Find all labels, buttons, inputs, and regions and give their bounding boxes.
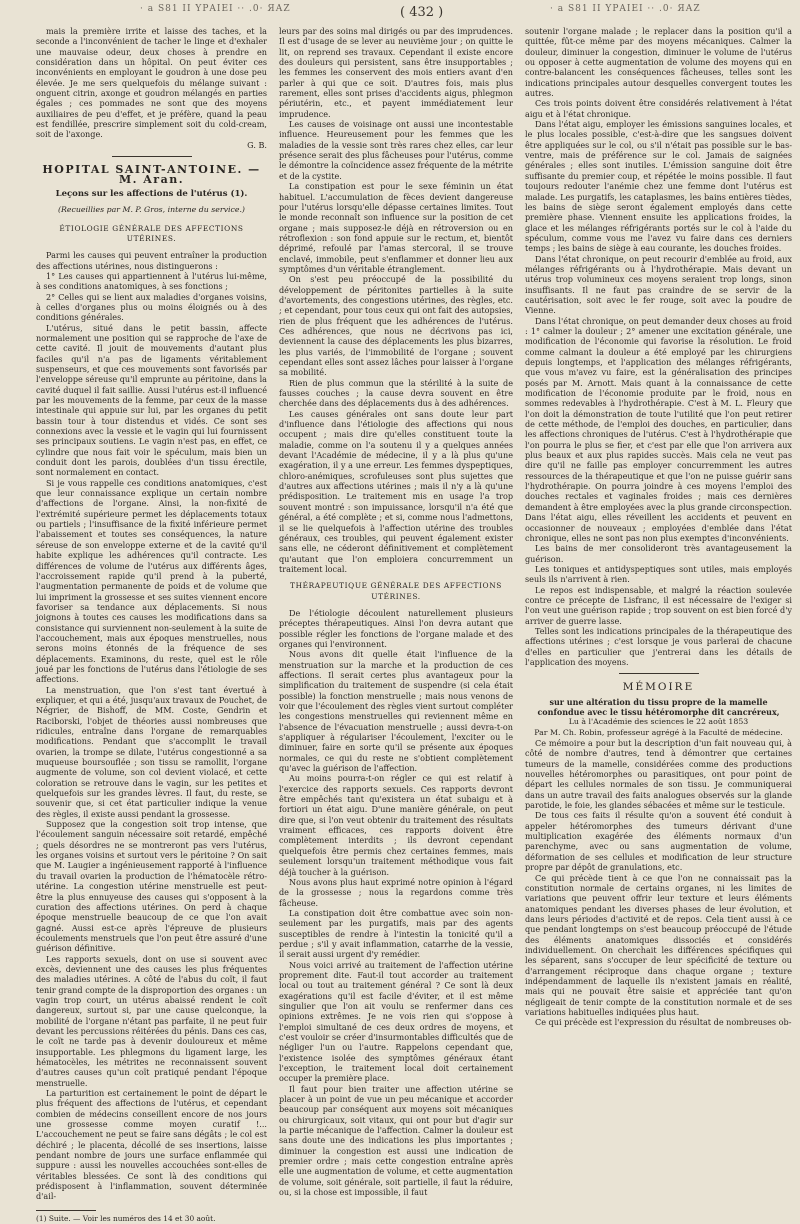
paragraph: L'utérus, situé dans le petit bassin, affecte normalement une position qui se rapproche de l'axe de cette cavité. Il jouit de mouvements d'autant plus faciles qu'il n'a pas de ligaments véritablement suspenseurs, et que ces mouvements sont favorisés par l'enveloppe séreuse qu'il emprunte au péritoine, dans la cavité duquel il fait saillie. Aussi l'utérus est-il influencé par les mouvements de la femme, par ceux de la masse intestinale qui appuie sur lui, par les organes du petit bassin tour à tour distendus et vidés. Ce sont ses connexions avec la vessie et le vagin qui lui fournissent ses principaux soutiens. Le vagin n'est pas, en effet, ce cylindre que nous fait voir le spéculum, mais bien un conduit dont les parois, doublées d'un tissu érectile, sont normalement en contact. (36, 322, 267, 478)
paragraph: Les toniques et antidyspeptiques sont utiles, mais employés seuls ils n'arrivent à rien. (525, 563, 792, 585)
paragraph: La parturition est certainement le point de départ le plus fréquent des affections de l'utérus, et cependant combien de médecins conseillent encore de nos jours une grossesse comme moyen curatif !... L'accouchement ne peut se faire sans dégâts ; le col est déchiré ; le placenta, décollé de ses insertions, laisse pendant nombre de jours une surface enflammée qui suppure : aussi les nouvelles accouchées sont-elles de véritables blessées. Ce sont là des conditions qui prédisposent à l'inflammation, souvent déterminée d'ail- (36, 1088, 267, 1202)
paragraph: Il faut pour bien traiter une affection utérine se placer à un point de vue un peu mécanique et accorder beaucoup par conséquent aux moyens soit mécaniques ou chirurgicaux, soit vitaux, qui ont pour but d'agir sur la partie mécanique de l'affection. Calmer la douleur est sans doute une des indications les plus importantes ; diminuer la congestion est aussi une indication de premier ordre ; mais cette congestion entraîne après elle une augmentation de volume, et cette augmentation de volume, soit générale, soit partielle, il faut la réduire, ou, si la chose est impossible, il faut (279, 1083, 513, 1198)
bleed-through-text: · a S81 ΙΙ ΥΡΑΙΕΙ ·· .0· ЯАZ (140, 4, 291, 14)
paragraph: Telles sont les indications principales de la thérapeutique des affections utérines ; c'est lorsque je vous parlerai de chacune d'elles en particulier que j'entrerai dans les détails de l'application des moyens. (525, 625, 792, 667)
paragraph: Dans l'état chronique, on peut recourir d'emblée au froid, aux mélanges réfrigérants ou à l'hydrothérapie. Mais devant un utérus trop volumineux ces moyens seraient trop longs, sinon insuffisants. Il ne faut pas craindre de se servir de la cautérisation, soit avec le fer rouge, soit avec la poudre de Vienne. (525, 253, 792, 316)
paragraph: La menstruation, que l'on s'est tant évertué à expliquer, et qui a été, jusqu'aux travaux de Pouchet, de Négrier, de Bishoff, de MM. Coste, Gendrin et Raciborski, l'objet de théories aussi nombreuses que ridicules, entraîne dans l'organe de remarquables modifications. Pendant que s'accomplit le travail ovarien, la trompe se dilate, l'utérus congestionné a sa muqueuse boursouflée ; son tissu se ramollit, l'organe augmente de volume, son col devient violacé, et cette coloration se retrouve dans le vagin, sur les petites et quelquefois sur les grandes lèvres. Il faut, du reste, se souvenir que, si cet état particulier indique la venue des règles, il existe aussi pendant la grossesse. (36, 684, 267, 819)
paragraph: Si je vous rappelle ces conditions anatomiques, c'est que leur connaissance explique un certain nombre d'affections de l'organe. Ainsi, la non-fixité de l'extrémité supérieure permet les déplacements totaux ou partiels ; l'insuffisance de la fixité inférieure permet l'abaissement et toutes ses conséquences, la nature séreuse de son enveloppe externe et de la cavité qu'il habite explique les adhérences qu'il contracte. Les différences de volume de l'utérus aux différents âges, l'accroissement rapide qu'il prend à la puberté, l'augmentation permanente de poids et de volume que lui impriment la grossesse et ses suites viennent encore favoriser sa tendance aux déplacements. Si nous joignons à toutes ces causes les modifications dans sa consistance qui surviennent non-seulement à la suite de l'accouchement, mais aux époques menstruelles, nous serons moins étonnés de la fréquence de ses déplacements. Examinons, du reste, quel est le rôle joué par les fonctions de l'utérus dans l'étiologie de ses affections. (36, 477, 267, 685)
column-1 (36, 26, 267, 1223)
paragraph: Les causes générales ont sans doute leur part d'influence dans l'étiologie des affections qui nous occupent ; mais dire qu'elles constituent toute la maladie, comme on l'a soutenu il y a quelques années devant l'Académie de médecine, il y a là plus qu'une exagération, il y a une erreur. Les femmes dyspeptiques, chloro-anémiques, scrofuleuses sont plus sujettes que d'autres aux affections utérines ; mais il n'y a là qu'une prédisposition. Le traitement mis en usage l'a trop souvent montré : son impuissance, lorsqu'il n'a été que général, a été complète ; et si, comme nous l'admettons, il se lie quelquefois à l'affection utérine des troubles généraux, ces troubles, qui peuvent également exister sans elle, ne céderont définitivement et complètement qu'autant que l'on emploiera concurremment un traitement local. (279, 408, 513, 574)
paragraph: Nous avons dit quelle était l'influence de la menstruation sur la marche et la production de ces affections. Il serait certes plus avantageux pour la simplification du traitement de suspendre (si cela était possible) la fonction menstruelle ; mais nous venons de voir que l'écoulement des règles vient surtout compléter les congestions menstruelles qui reviennent même en l'absence de l'évacuation menstruelle ; aussi devra-t-on s'appliquer à régulariser l'écoulement, l'exciter ou le diminuer, faire en sorte qu'il se présente aux époques normales, ce qui du reste ne s'obtient complètement qu'avec la guérison de l'affection. (279, 649, 513, 774)
paragraph: Parmi les causes qui peuvent entraîner la production des affections utérines, nous distinguerons : (36, 250, 267, 271)
column-2 (279, 26, 513, 1198)
lesson-title: Leçons sur les affections de l'utérus (1). (55, 188, 248, 199)
paragraph: Nous voici arrivé au traitement de l'affection utérine proprement dite. Faut-il tout accorder au traitement local ou tout au traitement général ? Ce sont là deux exagérations qu'il est facile d'éviter, et il est même singulier que l'on ait voulu se renfermer dans ces opinions extrêmes. Je ne vois rien qui s'oppose à l'emploi simultané de ces deux ordres de moyens, et c'est vouloir se créer d'insurmontables difficultés que de négliger l'un ou l'autre. Rappelons cependant que, l'existence isolée des symptômes généraux étant l'exception, le traitement local doit certainement occuper la première place. (279, 959, 513, 1084)
paragraph: leurs par des soins mal dirigés ou par des imprudences. Il est d'usage de se lever au neuvième jour ; on quitte le lit, on reprend ses travaux. Cependant il existe encore des douleurs qui persistent, sans être insupportables ; les femmes les conservent des mois entiers avant d'en parler à qui que ce soit. D'autres fois, mais plus rarement, elles sont prises d'accidents aigus, phlegmon périutérin, etc., et payent immédiatement leur imprudence. (279, 26, 513, 119)
bleed-through-text: · a S81 ΙΙ ΥΡΑΙΕΙ ·· .0· ЯАZ (550, 4, 701, 14)
memoire-author: Par M. Ch. Robin, professeur agrégé à la Faculté de médecine. (534, 727, 783, 737)
memoire-subtitle: sur une altération du tissu propre de la mamelle confondue avec le tissu hétéromorphe dit cancréreux, (537, 696, 780, 717)
paragraph: Le repos est indispensable, et malgré la réaction soulevée contre ce précepte de Lisfranc, il est nécessaire de l'exiger si l'on veut une guérison rapide ; trop souvent on est bien forcé d'y arriver de guerre lasse. (525, 584, 792, 626)
paragraph: Ces trois points doivent être considérés relativement à l'état aigu et à l'état chronique. (525, 98, 792, 119)
paragraph: Dans l'état chronique, on peut demander deux choses au froid : 1° calmer la douleur ; 2° amener une excitation générale, une modification de l'économie qui favorise la résolution. Le froid comme calmant la douleur a été employé par les chirurgiens depuis longtemps, et l'application des mélanges réfrigérants, que vous m'avez vu faire, est la généralisation des principes posés par M. Arnott. Mais quant à la connaissance de cette modification de l'économie produite par le froid, nous en sommes redevables à l'hydrothérapie. C'est à M. L. Fleury que l'on doit la démonstration de toute l'utilité que l'on peut retirer de cette méthode, de l'emploi des douches, en particulier, dans les affections chroniques de l'utérus. C'est à l'hydrothérapie que l'on pourra le plus se fier, et c'est par elle que l'on arrivera aux plus beaux et aux plus rapides succès. Mais cela ne veut pas dire qu'il ne faille pas employer concurremment les autres ressources de la thérapeutique et que l'on ne puisse guérir sans l'hydrothérapie. On pourra joindre à ces moyens l'emploi des douches rectales et vaginales froides ; mais ces dernières demandent à être employées avec la plus grande circonspection. Dans l'état aigu, elles réveillent les accidents et peuvent en occasionner de nouveaux ; employées d'emblée dans l'état chronique, elles ne sont pas non plus exemptes d'inconvénients. (525, 315, 792, 543)
signature: G. B. (247, 139, 267, 150)
paragraph: Dans l'état aigu, employer les émissions sanguines locales, et le plus locales possible, c'est-à-dire que les sangsues doivent être appliquées sur le col, ou s'il n'était pas possible sur le bas-ventre, mais de préférence sur le col. Jamais de saignées générales ; elles sont inutiles. L'émission sanguine doit être suffisante du premier coup, et répétée le moins possible. Il faut toujours redouter l'anémie chez une femme dont l'utérus est malade. Les purgatifs, les cataplasmes, les bains entières tièdes, les bains de siège seront également employés dans cette première phase. Viennent ensuite les applications froides, la glace et les mélanges réfrigérants portés sur le col à l'aide du spéculum, comme vous me l'avez vu faire dans ces derniers temps ; les bains de siège à eau courante, les douches froides. (525, 119, 792, 254)
paragraph: Supposez que la congestion soit trop intense, que l'écoulement sanguin nécessaire soit retardé, empêché ; quels désordres ne se montreront pas vers l'utérus, les organes voisins et surtout vers le péritoine ? On sait que M. Laugier a ingénieusement rapporté à l'influence du travail ovarien la production de l'hématocèle rétro-utérine. La congestion utérine menstruelle est peut-être la plus ennuyeuse des causes qui s'opposent à la curation des affections utérines. On perd à chaque époque menstruelle beaucoup de ce que l'on avait gagné. Aussi est-ce après l'épreuve de plusieurs écoulements menstruels que l'on peut être assuré d'une guérison définitive. (36, 819, 267, 954)
paragraph: On s'est peu préoccupé de la possibilité du développement de péritonites partielles à la suite d'avortements, des congestions utérines, des règles, etc. ; et cependant, pour tous ceux qui ont fait des autopsies, rien de plus fréquent que les adhérences de l'utérus. Ces adhérences, que nous ne décrivons pas ici, deviennent la cause des déplacements les plus bizarres, les plus variés, de l'immobilité de l'organe ; souvent cependant elles sont assez lâches pour laisser à l'organe sa mobilité. (279, 274, 513, 378)
page-number: ( 432 ) (400, 5, 444, 20)
section-heading: THÉRAPEUTIQUE GÉNÉRALE DES AFFECTIONS UTÉRINES. (290, 581, 502, 601)
paragraph: De l'étiologie découlent naturellement plusieurs préceptes thérapeutiques. Ainsi l'on devra autant que possible régler les fonctions de l'organe malade et des organes qui l'environnent. (279, 607, 513, 649)
hospital-title: HOPITAL SAINT-ANTOINE. — M. Aran. (42, 163, 261, 187)
paragraph: 2° Celles qui se lient aux maladies d'organes voisins, à celles d'organes plus ou moins éloignés ou à des conditions générales. (36, 291, 267, 323)
paragraph: Au moins pourra-t-on régler ce qui est relatif à l'exercice des rapports sexuels. Ces rapports devront être empêchés tant qu'existera un état subaigu et à fortiori un état aigu. D'une manière générale, on peut dire que, si l'on veut obtenir du traitement des résultats vraiment efficaces, ces rapports doivent être complètement interdits ; ils devront cependant quelquefois être permis chez certaines femmes, mais seulement lorsqu'un traitement méthodique vous fait déjà toucher à la guérison. (279, 773, 513, 877)
footnote: (1) Suite. — Voir les numéros des 14 et 30 août. (36, 1213, 216, 1223)
paragraph: Ce qui précède est l'expression du résultat de nombreuses ob- (535, 1017, 792, 1028)
paragraph: Nous avons plus haut exprimé notre opinion à l'égard de la grossesse ; nous la regardons comme très fâcheuse. (279, 876, 513, 908)
paragraph: Rien de plus commun que la stérilité à la suite de fausses couches ; la cause devra souvent en être cherchée dans des déplacements dus à des adhérences. (279, 377, 513, 409)
paragraph: Les rapports sexuels, dont on use si souvent avec excès, deviennent une des causes les plus fréquentes des maladies utérines. A côté de l'abus du coït, il faut tenir grand compte de la disproportion des organes : un vagin trop court, un utérus abaissé rendent le coït dangereux, surtout si, par une cause quelconque, la mobilité de l'organe n'étant pas parfaite, il ne peut fuir devant les percussions réitérées du pénis. Dans ces cas, le coït ne tarde pas à devenir douloureux et même insupportable. Les phlegmons du ligament large, les hématocèles, les métrites ne reconnaissent souvent d'autres causes qu'un coït pratiqué pendant l'époque menstruelle. (36, 953, 267, 1088)
paragraph: Les bains de mer consolideront très avantageusement la guérison. (525, 543, 792, 564)
paragraph: La constipation doit être combattue avec soin non-seulement par les purgatifs, mais par des agents susceptibles de rendre à l'intestin la tonicité qu'il a perdue ; s'il y avait inflammation, catarrhe de la vessie, il serait aussi urgent d'y remédier. (279, 907, 513, 960)
paragraph: Ce qui précède tient à ce que l'on ne connaissait pas la constitution normale de certains organes, ni les limites de variations que peuvent offrir leur texture et leurs éléments anatomiques pendant les diverses phases de leur évolution, et dans leurs périodes d'activité et de repos. Cela tient aussi à ce que pendant longtemps on s'est beaucoup préoccupé de l'étude des éléments anatomiques dissociés et considérés individuellement. On cherchait les différences spécifiques qui les séparent, sans s'occuper de leur spécificité de texture ou d'arrangement réciproque dans chaque organe ; texture indépendamment de laquelle ils n'existent jamais en réalité, mais qui ne pouvait être saisie et appréciée tant qu'on négligeait de tenir compte de la constitution normale et de ses variations habituelles indiquées plus haut. (525, 872, 792, 1017)
divider (112, 156, 192, 157)
memoire-title: MÉMOIRE (622, 681, 695, 694)
paragraph: De tous ces faits il résulte qu'on a souvent été conduit à appeler hétéromorphes des tumeurs dérivant d'une multiplication exagérée des éléments normaux d'un parenchyme, avec ou sans augmentation de volume, déformation de ses cellules et modification de leur structure propre par dépôt de granulations, etc. (525, 810, 792, 873)
footnote-divider (36, 1210, 96, 1211)
paragraph: soutenir l'organe malade ; le replacer dans la position qu'il a quittée, fût-ce même par des moyens mécaniques. Calmer la douleur, diminuer la congestion, diminuer le volume de l'utérus ou opposer à cette augmentation de volume des moyens qui en contre-balancent les conséquences fâcheuses, telles sont les indications principales autour desquelles convergent toutes les autres. (525, 26, 792, 99)
collected-by: (Recueillies par M. P. Gros, interne du service.) (58, 205, 245, 215)
paragraph: La constipation est pour le sexe féminin un état habituel. L'accumulation de fèces devient dangereuse pour l'utérus lorsqu'elle dépasse certaines limites. Tout le monde reconnaît son influence sur la position de cet organe ; mais supposez-le déjà en rétroversion ou en rétroflexion : son fond appuie sur le rectum, et, bientôt déprimé, refoulé par l'amas stercoral, il se trouve enclavé, immobile, peut s'enflammer et donner lieu aux symptômes d'un véritable étranglement. (279, 181, 513, 274)
memoire-read-date: Lu à l'Académie des sciences le 22 août 1853 (568, 717, 749, 727)
paragraph: mais la première irrite et laisse des taches, et la seconde a l'inconvénient de tacher le linge et d'exhaler une mauvaise odeur, deux choses à prendre en considération dans un hôpital. On peut éviter ces inconvénients en employant le goudron à une dose peu élevée. Je me sers quelquefois du mélange suivant : onguent citrin, axonge et goudron mélangés en parties égales ; ces pommades ne sont que des moyens auxiliaires de peu d'effet, et je préfère, quand la peau est fendillée, prescrire simplement soit du cold-cream, soit de l'axonge. (36, 26, 267, 140)
column-3 (525, 26, 792, 1154)
divider (619, 673, 699, 674)
page-header (30, 2, 788, 28)
paragraph: 1° Les causes qui appartiennent à l'utérus lui-même, à ses conditions anatomiques, à ses fonctions ; (36, 270, 267, 292)
paragraph: Les causes de voisinage ont aussi une incontestable influence. Heureusement pour les femmes que les maladies de la vessie sont très rares chez elles, car leur présence serait des plus fâcheuses pour l'utérus, comme le démontre la coïncidence assez fréquente de la métrite et de la cystite. (279, 119, 513, 181)
section-heading: ÉTIOLOGIE GÉNÉRALE DES AFFECTIONS UTÉRINES. (59, 223, 244, 243)
paragraph: Ce mémoire a pour but la description d'un fait nouveau qui, à côté de nombre d'autres, tend à démontrer que certaines tumeurs de la mamelle, considérées comme des productions nouvelles hétéromorphes ou parasitiques, ont pour point de départ les cellules normales de son tissu. Je communiquerai dans un autre travail des faits analogues observés sur la glande parotide, le foie, les glandes sébacées et même sur le testicule. (525, 738, 792, 811)
